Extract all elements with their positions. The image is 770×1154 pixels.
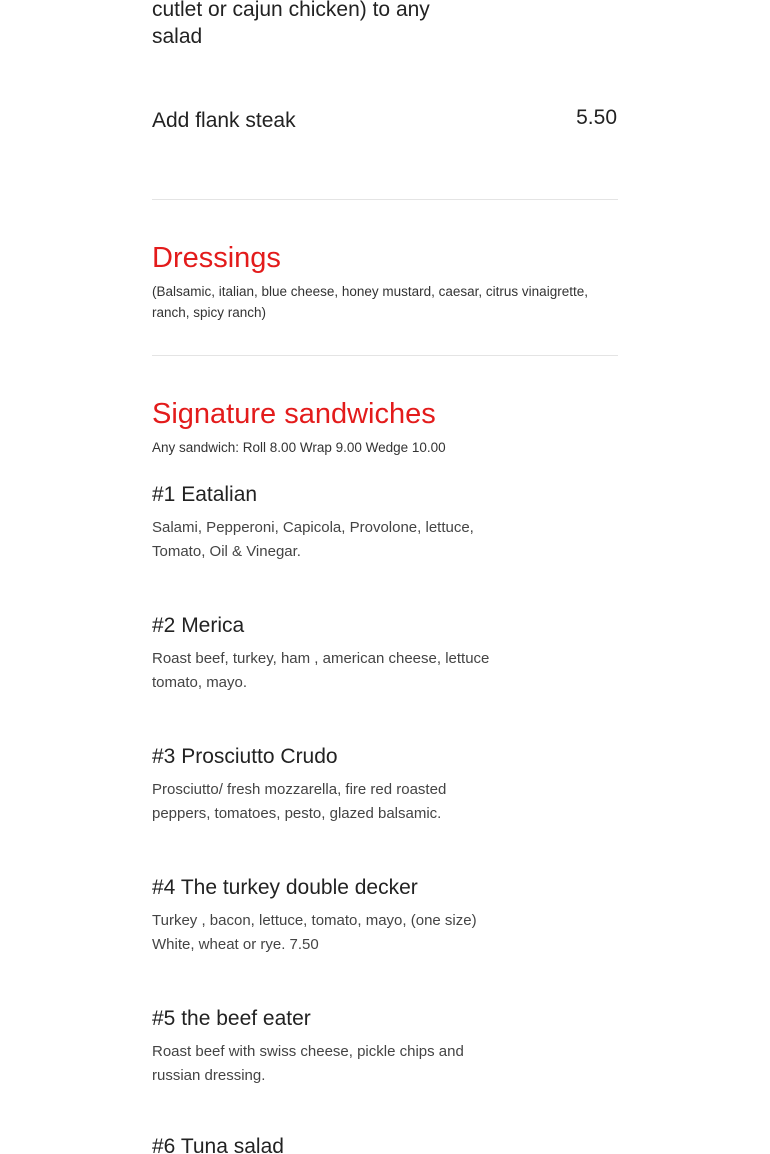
menu-item-name: Add flank steak xyxy=(152,109,296,132)
menu-item xyxy=(152,744,502,826)
section-subtitle: Any sandwich: Roll 8.00 Wrap 9.00 Wedge 10.00 xyxy=(152,440,446,455)
section-title-dressings: Dressings xyxy=(152,242,281,274)
section-title-sandwiches: Signature sandwiches xyxy=(152,398,436,430)
menu-item xyxy=(152,1134,502,1154)
menu-item-description: Salami, Pepperoni, Capicola, Provolone, lettuce, Tomato, Oil & Vinegar. xyxy=(152,519,474,560)
menu-item-name: #4 The turkey double decker xyxy=(152,876,418,899)
menu-item-name: #1 Eatalian xyxy=(152,483,258,506)
menu-item xyxy=(152,875,502,957)
menu-item-name: cutlet or cajun chicken) to any salad xyxy=(152,0,430,48)
menu-item-name: #3 Prosciutto Crudo xyxy=(152,745,338,768)
menu-item-name: #5 the beef eater xyxy=(152,1007,311,1030)
menu-item-name: #2 Merica xyxy=(152,614,245,637)
section-divider xyxy=(152,199,618,200)
menu-item-description: Turkey , bacon, lettuce, tomato, mayo, (one size) White, wheat or rye. 7.50 xyxy=(152,912,477,953)
menu-item xyxy=(152,482,502,564)
menu-item-description: Roast beef, turkey, ham , american cheese, lettuce tomato, mayo. xyxy=(152,650,490,691)
menu-item-name: #6 Tuna salad xyxy=(152,1135,284,1154)
section-divider xyxy=(152,355,618,356)
menu-item-description: Roast beef with swiss cheese, pickle chips and russian dressing. xyxy=(152,1043,464,1084)
menu-item-description: Prosciutto/ fresh mozzarella, fire red roasted peppers, tomatoes, pesto, glazed balsamic. xyxy=(152,781,447,822)
section-description: (Balsamic, italian, blue cheese, honey mustard, caesar, citrus vinaigrette, ranch, spicy ranch) xyxy=(152,284,588,320)
menu-item xyxy=(152,613,502,695)
menu-item-price: 5.50 xyxy=(576,106,617,129)
menu-item xyxy=(152,1006,502,1088)
